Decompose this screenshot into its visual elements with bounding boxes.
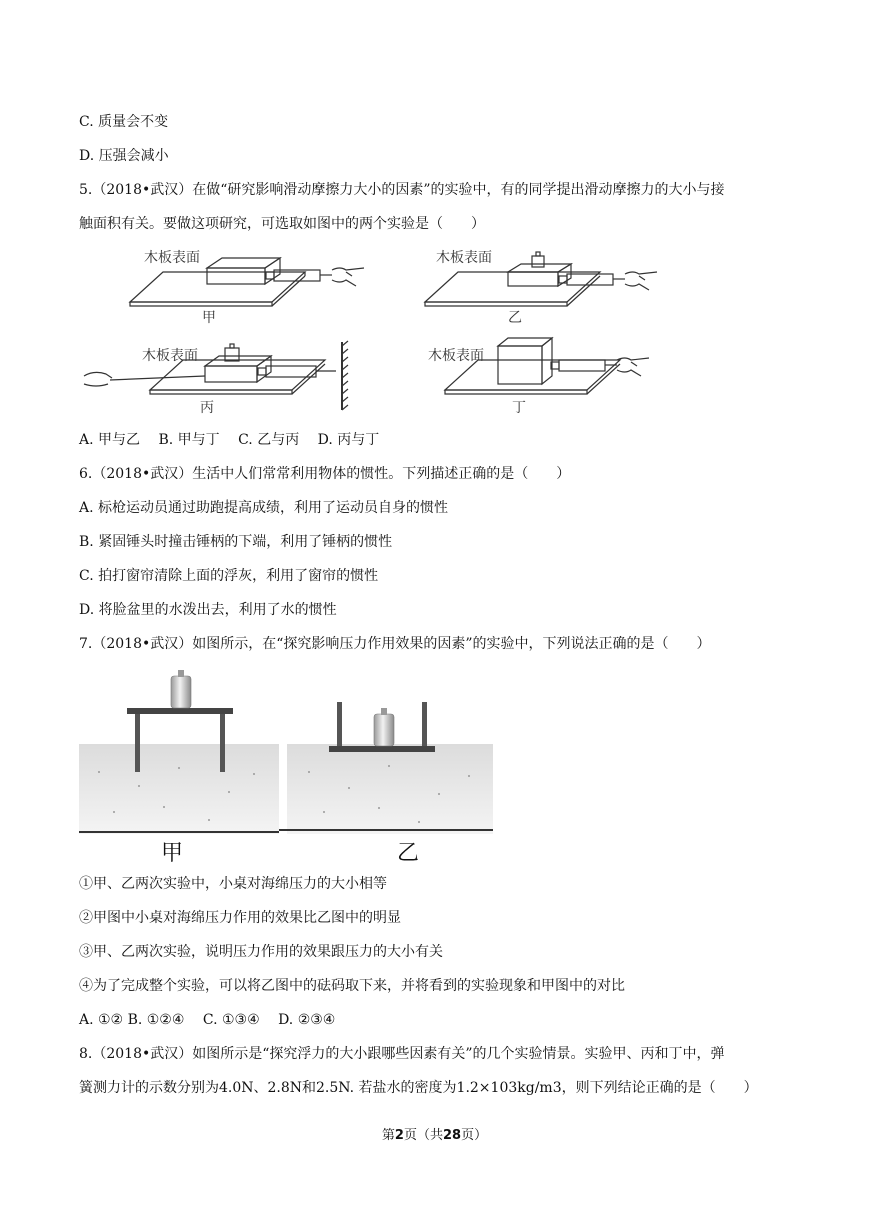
q5-surface-label-yi: 木板表面	[436, 250, 492, 266]
q8-stem-line2: 簧测力计的示数分别为4.0N、2.8N和2.5N. 若盐水的密度为1.2×103kg/m3，则下列结论正确的是（ ）	[79, 1080, 758, 1096]
q5-label-jia: 甲	[202, 310, 216, 326]
q5-label-ding: 丁	[512, 400, 526, 414]
page-number: 2	[394, 1128, 404, 1143]
q5-figure	[80, 242, 680, 414]
q8-stem-line1: 8.（2018•武汉）如图所示是“探究浮力的大小跟哪些因素有关”的几个实验情景。实验甲、丙和丁中，弹	[79, 1046, 725, 1062]
q7-statement-3: ③甲、乙两次实验，说明压力作用的效果跟压力的大小有关	[79, 944, 443, 960]
q5-label-yi: 乙	[508, 310, 522, 326]
q7-statement-2: ②甲图中小桌对海绵压力作用的效果比乙图中的明显	[79, 910, 401, 926]
q7-sponge-yi	[287, 744, 493, 834]
q7-sponge-jia	[79, 744, 279, 834]
q6-option-b: B. 紧固锤头时撞击锤柄的下端，利用了锤柄的惯性	[79, 534, 393, 550]
q5-panel-bing	[84, 341, 348, 410]
q4-option-c: C. 质量会不变	[79, 114, 169, 130]
q6-option-d: D. 将脸盆里的水泼出去，利用了水的惯性	[79, 602, 337, 618]
q5-surface-label-jia: 木板表面	[144, 250, 200, 266]
q5-panel-ding	[445, 338, 649, 394]
q6-option-a: A. 标枪运动员通过助跑提高成绩，利用了运动员自身的惯性	[79, 500, 449, 516]
q6-option-c: C. 拍打窗帘清除上面的浮灰，利用了窗帘的惯性	[79, 568, 379, 584]
footer-mid: 页（共	[403, 1128, 443, 1143]
q7-options: A. ①② B. ①②④ C. ①③④ D. ②③④	[79, 1012, 336, 1028]
q7-stem: 7.（2018•武汉）如图所示，在“探究影响压力作用效果的因素”的实验中，下列说法正确的是（ ）	[79, 636, 711, 652]
q5-options: A. 甲与乙 B. 甲与丁 C. 乙与丙 D. 丙与丁	[79, 432, 380, 448]
q5-label-bing: 丙	[200, 400, 214, 414]
q7-label-jia: 甲	[161, 841, 184, 866]
q5-stem-line1: 5.（2018•武汉）在做“研究影响滑动摩擦力大小的因素”的实验中，有的同学提出滑动摩擦力的大小与接	[79, 182, 725, 198]
footer-suffix: 页）	[461, 1128, 488, 1143]
q7-statement-4: ④为了完成整个实验，可以将乙图中的砝码取下来，并将看到的实验现象和甲图中的对比	[79, 978, 625, 994]
q5-surface-label-bing: 木板表面	[142, 348, 198, 364]
q7-statement-1: ①甲、乙两次实验中，小桌对海绵压力的大小相等	[79, 876, 387, 892]
q5-stem-line2: 触面积有关。要做这项研究，可选取如图中的两个实验是（ ）	[79, 216, 485, 232]
q4-option-d: D. 压强会减小	[79, 148, 169, 164]
q6-stem: 6.（2018•武汉）生活中人们常常利用物体的惯性。下列描述正确的是（ ）	[79, 466, 571, 482]
page-total: 28	[442, 1128, 462, 1143]
q7-label-yi: 乙	[397, 841, 420, 866]
q7-figure	[79, 662, 495, 868]
page-footer	[0, 1124, 869, 1143]
q5-surface-label-ding: 木板表面	[428, 348, 484, 364]
footer-prefix: 第	[381, 1128, 395, 1143]
